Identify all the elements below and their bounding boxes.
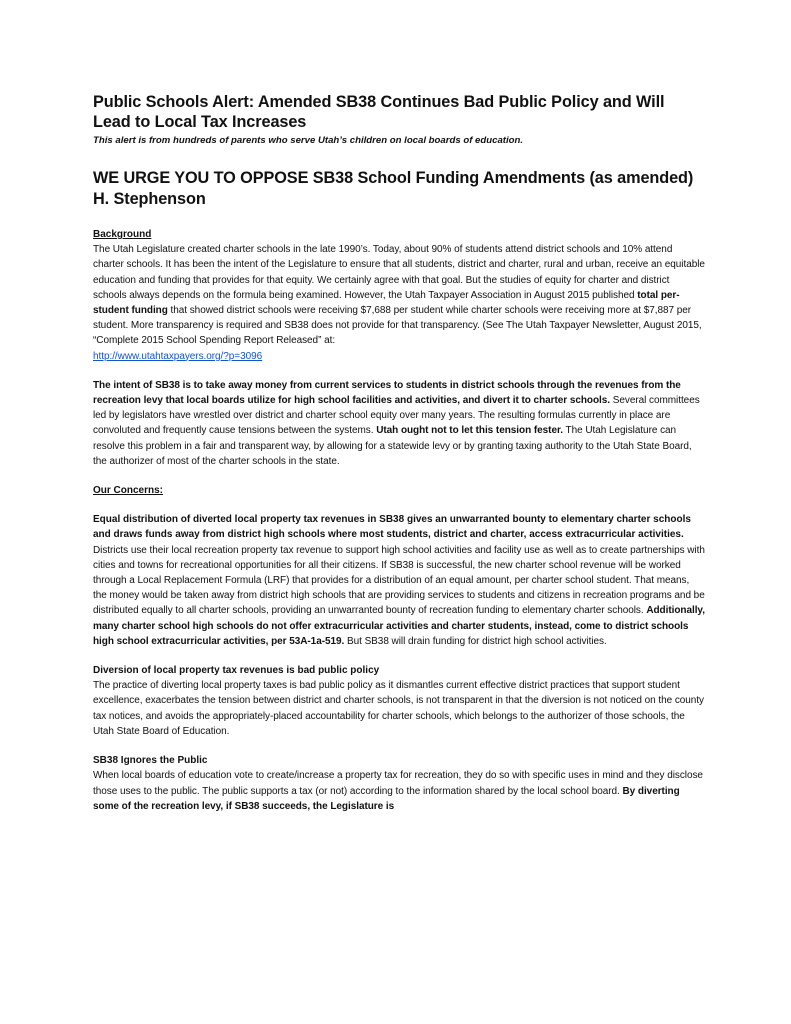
concern-3-text: When local boards of education vote to create/increase a property tax for recreation, they do so with specific uses in mind and they disclose those uses to the public. The public supports a tax (or not) according to the information shared by the local school board. By diverting some of the recreation levy, if SB38 succeeds, the Legislature is <box>93 770 703 812</box>
concern-2-text: The practice of diverting local property taxes is bad public policy as it dismantles current effective district practices that support student excellence, exacerbates the tension between district and charter schools, is not transparent in that the diversion is not noticed on the county tax notices, and avoids the appropriately-placed accountability for charter schools, which belongs to the authorizer of those schools, the Utah State Board of Education. <box>93 680 704 737</box>
concern-1-text: Districts use their local recreation property tax revenue to support high school activities and facility use as well as to create partnerships with cities and towns for recreational opportunities for all their citizens. If SB38 is successful, the new charter school revenue will be worked through a Local Replacement Formula (LRF) that provides for a distribution of an equal amount, per charter school student. That means, the money would be taken away from district high schools that are providing services to students and citizens in recreation programs and be distributed equally to all charter schools, providing an unwarranted bounty of recreation funding to elementary charter schools. Additionally, many charter school high schools do not offer extracurricular activities and charter students, instead, come to district schools high school extracurricular activities, per 53A-1a-519. But SB38 will drain funding for district high school activities. <box>93 544 705 647</box>
taxpayer-report-link[interactable]: http://www.utahtaxpayers.org/?p=3096 <box>93 350 263 362</box>
document-title: Public Schools Alert: Amended SB38 Continues Bad Public Policy and Will Lead to Local Tax Increases <box>93 93 665 131</box>
background-heading: Background <box>93 229 152 240</box>
background-paragraph-1: The Utah Legislature created charter schools in the late 1990’s. Today, about 90% of students attend district schools and 10% attend charter schools. It has been the intent of the Legislature to ensure that all students, district and charter, rural and urban, receive an equitable education and funding that provides for that equity. We certainly agree with that goal. But the studies of equity for charter and district schools always depends on the formula being examined. However, the Utah Taxpayer Association in August 2015 published total per-student funding that showed district schools were receiving $7,688 per student while charter schools were receiving more at $7,887 per student. More transparency is required and SB38 does not provide for that transparency. (See The Utah Taxpayer Newsletter, August 2015, “Complete 2015 School Spending Report Released” at: http://www.utahtaxpayers.org/?p=3096 <box>93 244 705 362</box>
urge-heading: WE URGE YOU TO OPPOSE SB38 School Funding Amendments (as amended) H. Stephenson <box>93 169 694 208</box>
document-subtitle: This alert is from hundreds of parents who serve Utah’s children on local boards of education. <box>93 135 524 146</box>
concern-1-heading: Equal distribution of diverted local property tax revenues in SB38 gives an unwarranted bounty to elementary charter schools and draws funds away from district high schools where most students, district and charter, access extracurricular activities. <box>93 514 691 541</box>
concern-2-heading: Diversion of local property tax revenues is bad public policy <box>93 665 380 677</box>
background-paragraph-2: The intent of SB38 is to take away money from current services to students in district schools through the revenues from the recreation levy that local boards utilize for high school facilities and activities, and divert it to charter schools. Several committees led by legislators have wrestled over district and charter school equity over many years. The resulting formulas currently in place are convoluted and frequently cause tensions between the systems. Utah ought not to let this tension fester. The Utah Legislature can resolve this problem in a fair and transparent way, by allowing for a statewide levy or by granting taxing authority to the Utah State Board, the authorizer of most of the charter schools in the state. <box>93 379 700 467</box>
document-page <box>93 92 705 814</box>
concerns-heading: Our Concerns: <box>93 485 164 497</box>
concern-3-heading: SB38 Ignores the Public <box>93 755 208 767</box>
